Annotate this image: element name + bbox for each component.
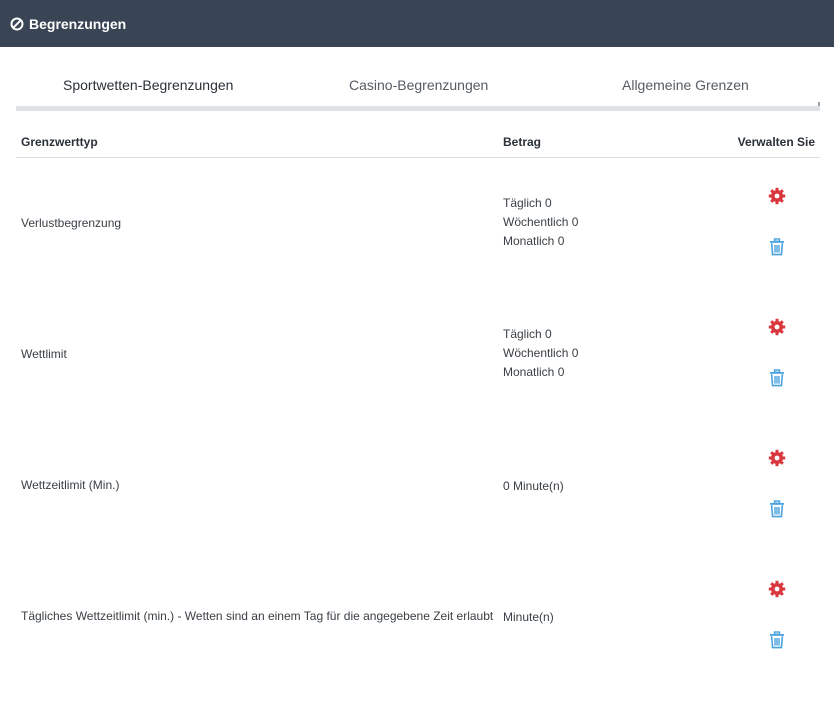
page-title: Begrenzungen [29,15,127,32]
tab-casino[interactable]: Casino-Begrenzungen [349,77,489,93]
amount-monthly: Monatlich 0 [503,365,565,379]
table-row [16,158,820,289]
trash-icon[interactable] [768,369,786,387]
limit-amount [503,325,578,382]
page-header [0,0,834,47]
column-header-type: Grenzwerttyp [21,135,98,149]
trash-icon[interactable] [768,631,786,649]
tab-sportwetten[interactable]: Sportwetten-Begrenzungen [63,77,234,93]
limit-type: Verlustbegrenzung [21,216,122,230]
limit-type: Wettlimit [21,347,67,361]
trash-icon[interactable] [768,500,786,518]
table-row [16,420,820,551]
amount-value: Minute(n) [503,610,554,624]
gear-icon[interactable] [768,449,786,467]
tab-indicator-bar [16,106,820,111]
table-header [16,128,820,158]
gear-icon[interactable] [768,318,786,336]
block-icon [10,17,24,31]
limits-tabs [16,66,820,112]
amount-daily: Täglich 0 [503,327,552,341]
column-header-manage: Verwalten Sie [737,135,815,149]
trash-icon[interactable] [768,238,786,256]
limit-amount [503,477,564,496]
limit-amount [503,608,554,627]
gear-icon[interactable] [768,187,786,205]
column-header-amount: Betrag [503,135,542,149]
limit-type: Wettzeitlimit (Min.) [21,478,120,492]
limit-type: Tägliches Wettzeitlimit (min.) - Wetten sind an einem Tag für die angegebene Zeit erlaubt [21,609,494,623]
table-row [16,289,820,420]
limit-amount [503,194,578,251]
amount-daily: Täglich 0 [503,196,552,210]
gear-icon[interactable] [768,580,786,598]
tab-allgemein[interactable]: Allgemeine Grenzen [622,77,749,93]
amount-weekly: Wöchentlich 0 [503,215,579,229]
amount-monthly: Monatlich 0 [503,234,565,248]
amount-value: 0 Minute(n) [503,479,564,493]
tab-bar-end-marker [818,102,820,106]
amount-weekly: Wöchentlich 0 [503,346,579,360]
table-row [16,551,820,682]
